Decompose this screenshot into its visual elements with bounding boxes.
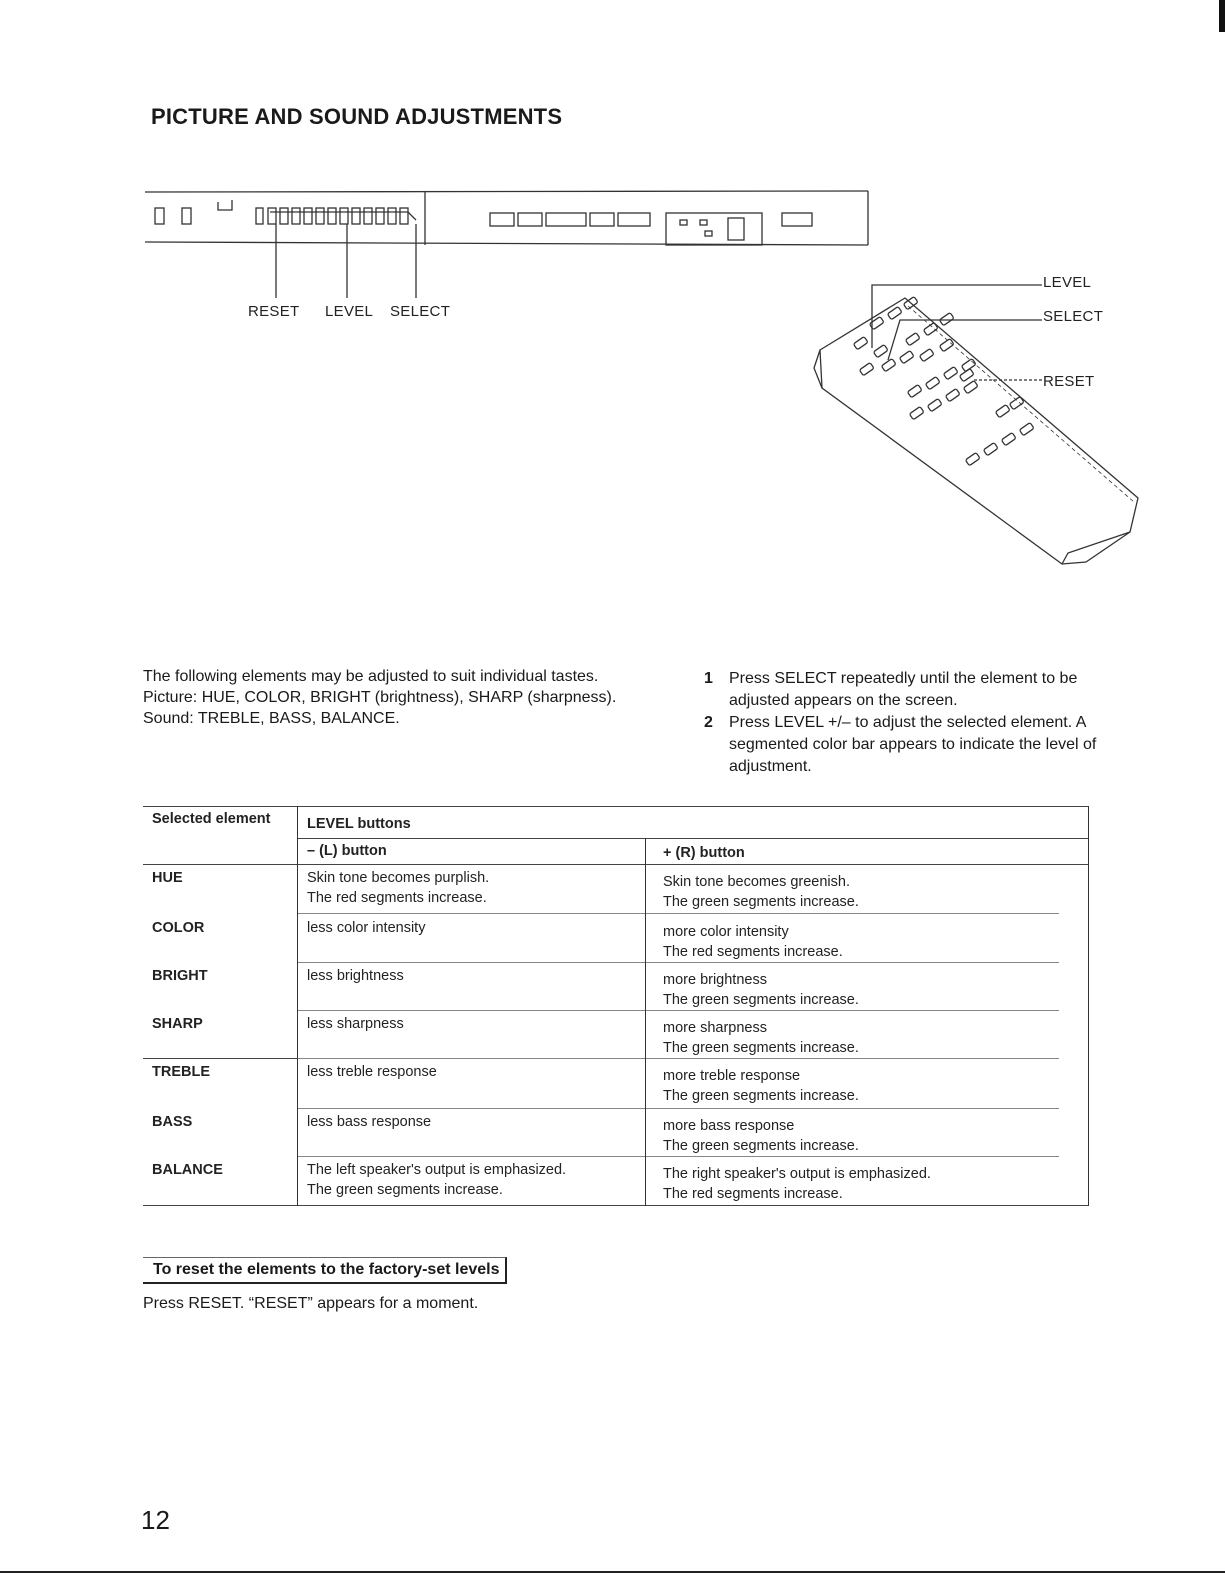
header-minus-button: – (L) button [307, 843, 387, 859]
row-minus-effect [307, 1160, 566, 1200]
effect-line: more brightness [663, 972, 767, 988]
panel-button [182, 208, 191, 224]
intro-line: Picture: HUE, COLOR, BRIGHT (brightness), SHARP (sharpness). [143, 689, 617, 706]
effect-line: The green segments increase. [307, 1182, 503, 1198]
effect-line: less brightness [307, 968, 404, 984]
row-plus-effect [663, 970, 859, 1010]
effect-line: The green segments increase. [663, 1040, 859, 1056]
step-text: Press SELECT repeatedly until the element to be adjusted appears on the screen. [729, 670, 1078, 709]
effect-line: more sharpness [663, 1020, 767, 1036]
row-plus-effect [663, 1018, 859, 1058]
panel-button [490, 213, 514, 226]
remote-select-leader [888, 320, 1042, 360]
effect-line: less treble response [307, 1064, 437, 1080]
intro-text [143, 666, 683, 729]
row-minus-effect [307, 918, 425, 938]
page-edge-mark [1219, 0, 1225, 32]
remote-buttons [853, 297, 1034, 466]
row-element-bright: BRIGHT [152, 968, 208, 984]
reset-heading: To reset the elements to the factory-set levels [143, 1257, 507, 1284]
steps-list [704, 668, 1134, 778]
row-plus-effect [663, 872, 859, 912]
row-element-balance: BALANCE [152, 1162, 223, 1178]
row-minus-effect [307, 1112, 431, 1132]
effect-line: The red segments increase. [663, 1186, 843, 1202]
effect-line: more bass response [663, 1118, 795, 1134]
effect-line: The right speaker's output is emphasized. [663, 1166, 931, 1182]
header-level-buttons: LEVEL buttons [307, 816, 411, 832]
panel-button [155, 208, 164, 224]
row-minus-effect [307, 1062, 437, 1082]
row-element-treble: TREBLE [152, 1064, 210, 1080]
effect-line: The green segments increase. [663, 894, 859, 910]
effect-line: less sharpness [307, 1016, 404, 1032]
panel-select-label: SELECT [390, 303, 451, 320]
step-text: Press LEVEL +/– to adjust the selected element. A segmented color bar appears to indicate the level of adjustment. [729, 714, 1097, 775]
row-element-color: COLOR [152, 920, 205, 936]
effect-line: The red segments increase. [663, 944, 843, 960]
step-number: 1 [704, 670, 713, 687]
effect-line: Skin tone becomes greenish. [663, 874, 850, 890]
row-element-hue: HUE [152, 870, 183, 886]
effect-line: less bass response [307, 1114, 432, 1130]
reset-instruction: Press RESET. “RESET” appears for a moment. [143, 1295, 479, 1312]
row-plus-effect [663, 1116, 859, 1156]
row-plus-effect [663, 1164, 931, 1204]
step-2 [704, 712, 1134, 778]
row-minus-effect [307, 1014, 404, 1034]
remote-level-label: LEVEL [1043, 274, 1092, 291]
remote-select-label: SELECT [1043, 308, 1104, 325]
panel-level-label: LEVEL [325, 303, 374, 320]
effect-line: The green segments increase. [663, 1138, 859, 1154]
row-element-sharp: SHARP [152, 1016, 203, 1032]
step-number: 2 [704, 714, 713, 731]
effect-line: more color intensity [663, 924, 789, 940]
effect-line: The green segments increase. [663, 992, 859, 1008]
page-title: PICTURE AND SOUND ADJUSTMENTS [151, 104, 563, 129]
row-minus-effect [307, 868, 489, 908]
effect-line: The red segments increase. [307, 890, 487, 906]
header-plus-button: + (R) button [663, 845, 745, 861]
panel-display-box [666, 213, 762, 245]
effect-line: The left speaker's output is emphasized. [307, 1162, 567, 1178]
panel-top-edge [145, 191, 868, 192]
effect-line: less color intensity [307, 920, 426, 936]
remote-level-leader [872, 285, 1042, 348]
effect-line: more treble response [663, 1068, 801, 1084]
row-plus-effect [663, 922, 843, 962]
row-minus-effect [307, 966, 404, 986]
panel-button [782, 213, 812, 226]
intro-line: The following elements may be adjusted to suit individual tastes. [143, 668, 599, 685]
page-number: 12 [141, 1505, 170, 1535]
panel-reset-label: RESET [248, 303, 300, 320]
panel-button [256, 208, 263, 224]
header-selected-element: Selected element [152, 811, 271, 827]
remote-body [820, 298, 1138, 564]
effect-line: Skin tone becomes purplish. [307, 870, 490, 886]
intro-line: Sound: TREBLE, BASS, BALANCE. [143, 710, 400, 727]
row-element-bass: BASS [152, 1114, 193, 1130]
remote-reset-label: RESET [1043, 373, 1095, 390]
step-1 [704, 668, 1134, 712]
row-plus-effect [663, 1066, 859, 1106]
effect-line: The green segments increase. [663, 1088, 859, 1104]
